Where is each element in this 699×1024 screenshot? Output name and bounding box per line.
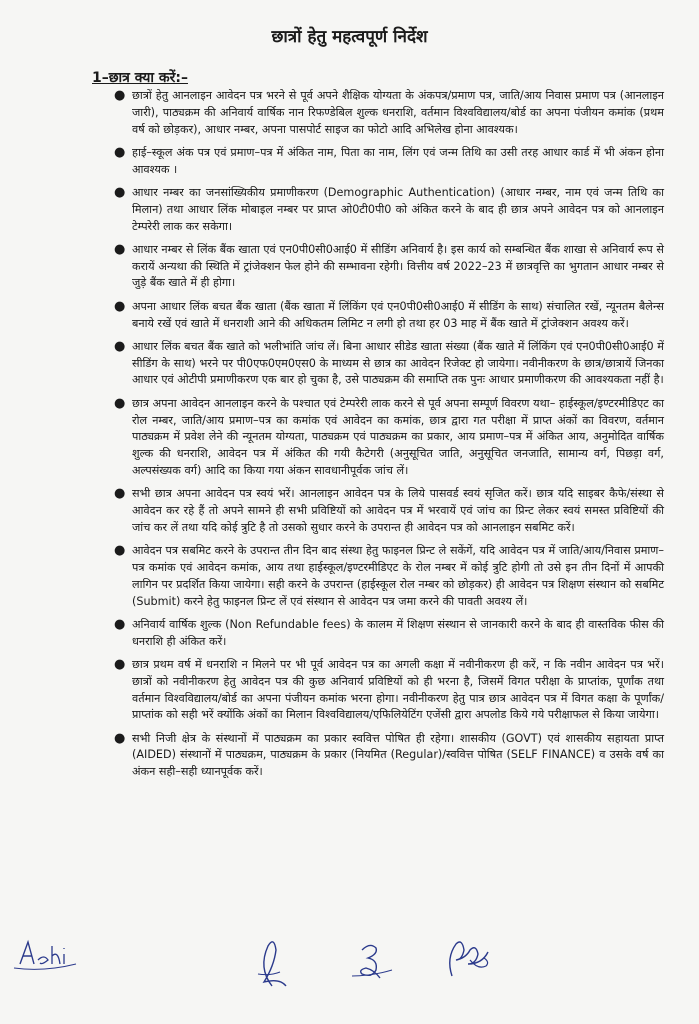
bullet-icon: ● [114,338,126,354]
bullet-icon: ● [114,241,126,257]
list-item [112,396,664,480]
bullet-icon: ● [114,730,126,746]
bullet-icon: ● [114,184,126,200]
bullet-icon: ● [114,616,126,632]
list-item [112,339,664,389]
instruction-list [112,88,664,787]
list-item-text: अनिवार्य वार्षिक शुल्क (Non Refundable fees) के कालम में शिक्षण संस्थान से जानकारी करने के बाद ही वास्तविक फीस की धनराशि ही अंकित करें। [132,617,664,648]
bullet-icon: ● [114,144,126,160]
list-item [112,731,664,781]
signatures [0,920,699,1010]
page-title: छात्रों हेतु महत्वपूर्ण निर्देश [271,27,428,47]
list-item-text: आधार लिंक बचत बैंक खाते को भलीभांति जांच लें। बिना आधार सीडेड खाता संख्या (बैंक खाते में लिंकिंग एवं एन0पी0सी0आई0 में सीडिंग के साथ) भरने पर पी0एफ0एम0एस0 के माध्यम से छात्र का आवेदन रिजेक्ट हो जायेगा। नवीनीकरण के छात्र/छात्रायें जिनका आधार एवं ओटीपी प्रमाणीकरण एक बार हो चुका है, उसे पाठ्यक्रम की समाप्ति तक पुनः आधार प्रमाणीकरण की आवश्यकता नहीं है। [132,339,664,387]
bullet-icon: ● [114,486,126,502]
list-item-text: छात्रों हेतु आनलाइन आवेदन पत्र भरने से पूर्व अपने शैक्षिक योग्यता के अंकपत्र/प्रमाण पत्र, जाति/आय निवास प्रमाण पत्र (आनलाइन जारी), पाठ्यक्रम की अनिवार्य वार्षिक नान रिफण्डेबिल शुल्क धनराशि, वर्तमान विश्वविद्यालय/बोर्ड का अपना पंजीयन कमांक (प्रथम वर्ष को छोड़कर), आधार नम्बर, अपना पासपोर्ट साइज का फोटो आदि अभिलेख होना आवश्यक। [132,89,664,136]
list-item-text: आधार नम्बर से लिंक बैंक खाता एवं एन0पी0सी0आई0 में सीडिंग अनिवार्य है। इस कार्य को सम्बन्धित बैंक शाखा से अनिवार्य रूप से करायें अन्यथा की स्थिति में ट्रांजेक्शन फेल होने की सम्भावना रहेगी। वित्तीय वर्ष 2022–23 में छात्रवृत्ति का भुगतान आधार नम्बर से जुड़े बैंक खाते में ही होगा। [132,242,664,290]
list-item-text: हाई–स्कूल अंक पत्र एवं प्रमाण–पत्र में अंकित नाम, पिता का नाम, लिंग एवं जन्म तिथि का उसी तरह आधार कार्ड में भी अंकन होना आवश्यक । [132,145,664,176]
signature-3 [450,942,488,976]
bullet-icon: ● [114,88,126,103]
list-item-text: आवेदन पत्र सबमिट करने के उपरान्त तीन दिन बाद संस्था हेतु फाइनल प्रिन्ट ले सकेंगें, यदि आवेदन पत्र में जाति/आय/निवास प्रमाण–पत्र कमांक एवं आवेदन कमांक, आय तथा हाईस्कूल/इण्टरमीडिएट के रोल नम्बर में कोई त्रुटि होगी तो उसे इन तीन दिनों में आपकी लागिन पर प्रदर्शित किया जायेगा। सही करने के उपरान्त (हाईस्कूल रोल नम्बर को छोड़कर) ही आवेदन पत्र शिक्षण संस्थान को सबमिट (Submit) करने हेतु फाइनल प्रिन्ट लें एवं संस्थान से आवेदन पत्र जमा करने की पावती अवश्य लें। [132,544,664,608]
list-item [112,185,664,235]
bullet-icon: ● [114,543,126,559]
list-item-text: छात्र प्रथम वर्ष में धनराशि न मिलने पर भी पूर्व आवेदन पत्र का अगली कक्षा में नवीनीकरण ही करें, न कि नवीन आवेदन पत्र भरें। छात्रों को नवीनीकरण हेतु आवेदन पत्र की कुछ अनिवार्य प्रविष्टियों को ही भरना है, जिसमें विगत परीक्षा के प्राप्तांक, पूर्णांक तथा वर्तमान विश्वविद्यालय/बोर्ड का अपना पंजीयन कमांक भरना होगा। नवीनीकरण हेतु पात्र छात्र आवेदन पत्र में विगत कक्षा के पूर्णांक/प्राप्तांक को सही भरें क्योंकि अंकों का मिलान विश्वविद्यालय/एफिलियेटिंग एजेंसी द्वारा अपलोड किये गये परीक्षाफल से किया जायेगा। [132,657,664,722]
section-heading: 1–छात्र क्या करें:– [92,70,188,86]
list-item-text: सभी छात्र अपना आवेदन पत्र स्वयं भरें। आनलाइन आवेदन पत्र के लिये पासवर्ड स्वयं सृजित करें। छात्र यदि साइबर कैफे/संस्था से आवेदन कर रहे हैं तो अपने सामने ही सभी प्रविष्टियों को आवेदन पत्र में भरवायें एवं जांच का प्रिन्ट लेकर स्वयं समस्त प्रविष्टियों की जांच कर लें तथा यदि कोई त्रुटि है तो उसको सुधार करने के उपरान्त ही आवेदन पत्र को आनलाइन सबमिट करें। [132,487,664,534]
list-item-text: आधार नम्बर का जनसांख्यिकीय प्रमाणीकरण (Demographic Authentication) (आधार नम्बर, नाम एवं जन्म तिथि का मिलान) तथा आधार लिंक मोबाइल नम्बर पर प्राप्त ओ0टी0पी0 को अंकित करने के बाद ही छात्र अपने आवेदन पत्र को आनलाइन टेम्परेरी लाक कर सकेगा। [132,185,664,233]
list-item [112,299,664,333]
list-item [112,145,664,179]
list-item [112,486,664,536]
list-item [112,543,664,610]
list-item-text: सभी निजी क्षेत्र के संस्थानों में पाठ्यक्रम का प्रकार स्ववित्त पोषित ही रहेगा। शासकीय (GOVT) एवं शासकीय सहायता प्राप्त (AIDED) संस्थानों में पाठ्यक्रम, पाठ्यक्रम के प्रकार (नियमित (Regular)/स्ववित्त पोषित (SELF FINANCE) व उसके वर्ष का अंकन सही–सही ध्यानपूर्वक करें। [132,731,664,779]
list-item [112,617,664,651]
signature-1 [258,942,286,986]
list-item [112,88,664,138]
list-item-text: अपना आधार लिंक बचत बैंक खाता (बैंक खाता में लिंकिंग एवं एन0पी0सी0आई0 में सीडिंग के साथ) संचालित रखें, न्यूनतम बैलेन्स बनाये रखें एवं खाते में धनराशी आने की अधिकतम लिमिट न लगी हो तथा हर 03 माह में बैंक खाते में ट्रांजेक्शन अवश्य करें। [132,299,664,330]
signature-2 [352,945,392,978]
signature-ashi [14,942,76,969]
bullet-icon: ● [114,298,126,314]
list-item [112,657,664,724]
bullet-icon: ● [114,395,126,411]
bullet-icon: ● [114,656,126,672]
list-item-text: छात्र अपना आवेदन आनलाइन करने के पश्चात एवं टेम्परेरी लाक करने से पूर्व अपना सम्पूर्ण विवरण यथा– हाईस्कूल/इण्टरमीडिएट का रोल नम्बर, जाति/आय प्रमाण–पत्र का कमांक एवं आवेदन का कमांक, छात्र द्वारा गत परीक्षा में प्राप्त अंकों का विवरण, वर्तमान पाठ्यक्रम में प्रवेश लेने की न्यूनतम योग्यता, पाठ्यक्रम एवं पाठ्यक्रम का प्रकार, आय प्रमाण–पत्र में अंकित आय, अनुमोदित वार्षिक शुल्क की धनराशि, आवेदन पत्र में अंकित की गयी कैटेगरी (अनुसूचित जाति, अनुसूचित जनजाति, सामान्य वर्ग, पिछड़ा वर्ग, अल्पसंख्यक वर्ग) आदि का किया गया अंकन सावधानीपूर्वक जांच लें। [132,396,664,477]
list-item [112,242,664,292]
